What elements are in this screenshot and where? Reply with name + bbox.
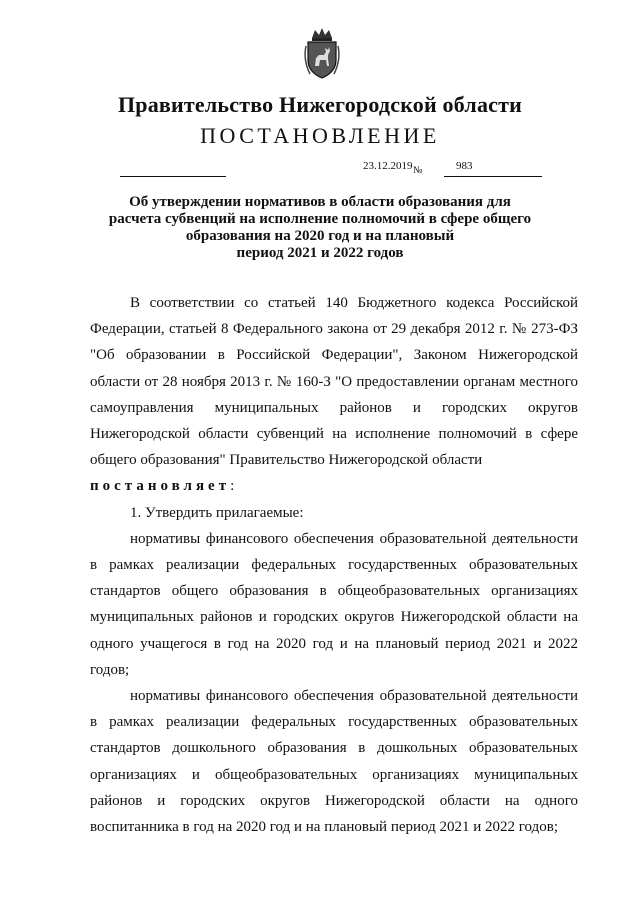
norm-paragraph: нормативы финансового обеспечения образовательной деятельности в рамках реализации федеральных государственных образовательных стандартов дошкольного образования в дошкольных образовательных организациях и общеобразовательных организациях муниципальных районов и городских округов Нижегородской области на одного воспитанника в год на 2020 год и на плановый период 2021 и 2022 годов; [90,688,578,836]
number-sign: № [413,165,423,176]
coat-of-arms-icon [302,26,342,80]
subject-line: период 2021 и 2022 годов [236,245,404,261]
subject-line: расчета субвенций на исполнение полномочий в сфере общего [108,211,532,227]
decree-colon: : [230,478,235,495]
document-kind: ПОСТАНОВЛЕНИЕ [200,123,440,148]
decree-word: постановляет [90,478,231,495]
subject-line: Об утверждении нормативов в области образования для [129,194,511,210]
blank-signature-line [120,176,226,177]
document-number-field [444,160,542,177]
government-name: Правительство Нижегородской области [117,92,522,117]
document-number: 983 [456,160,473,172]
document-subject [108,194,532,262]
document-body [90,290,578,840]
subject-line: образования на 2020 год и на плановый [185,228,455,244]
document-date: 23.12.2019 [363,160,413,172]
preamble-paragraph [90,290,578,500]
preamble-text: В соответствии со статьей 140 Бюджетного кодекса Российской Федерации, статьей 8 Федерального закона от 29 декабря 2012 г. № 273-ФЗ "Об образовании в Российской Федерации", Законом Нижегородской области от 28 ноября 2013 г. № 160-З "О предоставлении органам местного самоуправления муниципальных районов и городских округов Нижегородской области субвенций на исполнение полномочий в сфере общего образования" Правительство Нижегородской области [90,295,578,469]
norm-paragraph: нормативы финансового обеспечения образовательной деятельности в рамках реализации федеральных государственных образовательных стандартов общего образования в общеобразовательных организациях муниципальных районов и городских округов Нижегородской области на одного учащегося в год на 2020 год и на плановый период 2021 и 2022 годов; [90,530,578,678]
item-paragraph: 1. Утвердить прилагаемые: [130,504,304,521]
